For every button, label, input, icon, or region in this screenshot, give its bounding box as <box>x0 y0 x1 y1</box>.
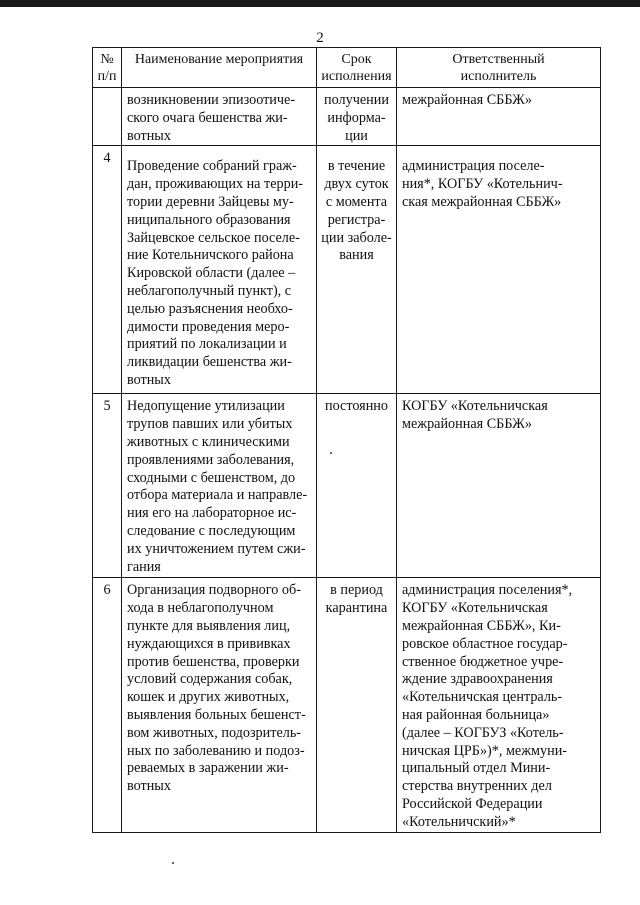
measures-table <box>92 47 601 833</box>
row-responsible-cell: администрация поселе- ния*, КОГБУ «Котельнич- ская межрайонная СББЖ» <box>397 146 601 394</box>
header-name: Наименование мероприятия <box>122 48 317 88</box>
table-row-continuation <box>93 88 601 146</box>
table-row-6 <box>93 578 601 832</box>
table-header <box>93 48 601 88</box>
row-name-cell: возникновении эпизоотиче- ского очага бешенства жи- вотных <box>122 88 317 146</box>
page-number: 2 <box>316 30 324 46</box>
row-number-cell: 4 <box>93 146 122 394</box>
row-name-cell: Проведение собраний граж- дан, проживающих на терри- тории деревни Зайцевы му- ниципального образования Зайцевское сельское поселе- ние Котельничского района Кировской области (далее – неблагополучный пункт), с целью разъяснения необхо- димости проведения меро- приятий по локализации и ликвидации бешенства жи- вотных <box>122 146 317 394</box>
scan-top-border <box>0 0 640 7</box>
row-name-cell: Организация подворного об- хода в неблагополучном пункте для выявления лиц, нуждающихся в прививках против бешенства, проверки условий содержания собак, кошек и других животных, выявления больных бешенст- вом животных, подозритель- ных по заболеванию и подоз- реваемых в заражении жи- вотных <box>122 578 317 832</box>
row-term-cell: в период карантина <box>317 578 397 832</box>
header-term: Срок исполнения <box>317 48 397 88</box>
row-number-cell: 5 <box>93 394 122 578</box>
header-responsible: Ответственный исполнитель <box>397 48 601 88</box>
row-number-cell <box>93 88 122 146</box>
row-responsible-cell: межрайонная СББЖ» <box>397 88 601 146</box>
scan-speck <box>172 862 174 864</box>
row-responsible-cell: администрация поселения*, КОГБУ «Котельничская межрайонная СББЖ», Ки- ровское областное государ- ственное бюджетное учре- ждение здравоохранения «Котельничская централь- ная районная больница» (далее – КОГБУЗ «Котель- ничская ЦРБ»)*, межмуни- ципальный отдел Мини- стерства внутренних дел Российской Федерации «Котельничский»* <box>397 578 601 832</box>
row-term-cell: в течение двух суток с момента регистра- ции заболе- вания <box>317 146 397 394</box>
row-term-cell: постоянно <box>317 394 397 578</box>
table-row-5 <box>93 394 601 578</box>
table-row-4 <box>93 146 601 394</box>
row-name-cell: Недопущение утилизации трупов павших или убитых животных с клиническими проявлениями заболевания, сходными с бешенством, до отбора материала и направле- ния его на лабораторное ис- следование с последующим их уничтожением путем сжи- гания <box>122 394 317 578</box>
row-responsible-cell: КОГБУ «Котельничская межрайонная СББЖ» <box>397 394 601 578</box>
row-term-cell: получении информа- ции <box>317 88 397 146</box>
header-num: № п/п <box>93 48 122 88</box>
scan-speck <box>330 452 332 454</box>
row-number-cell: 6 <box>93 578 122 832</box>
